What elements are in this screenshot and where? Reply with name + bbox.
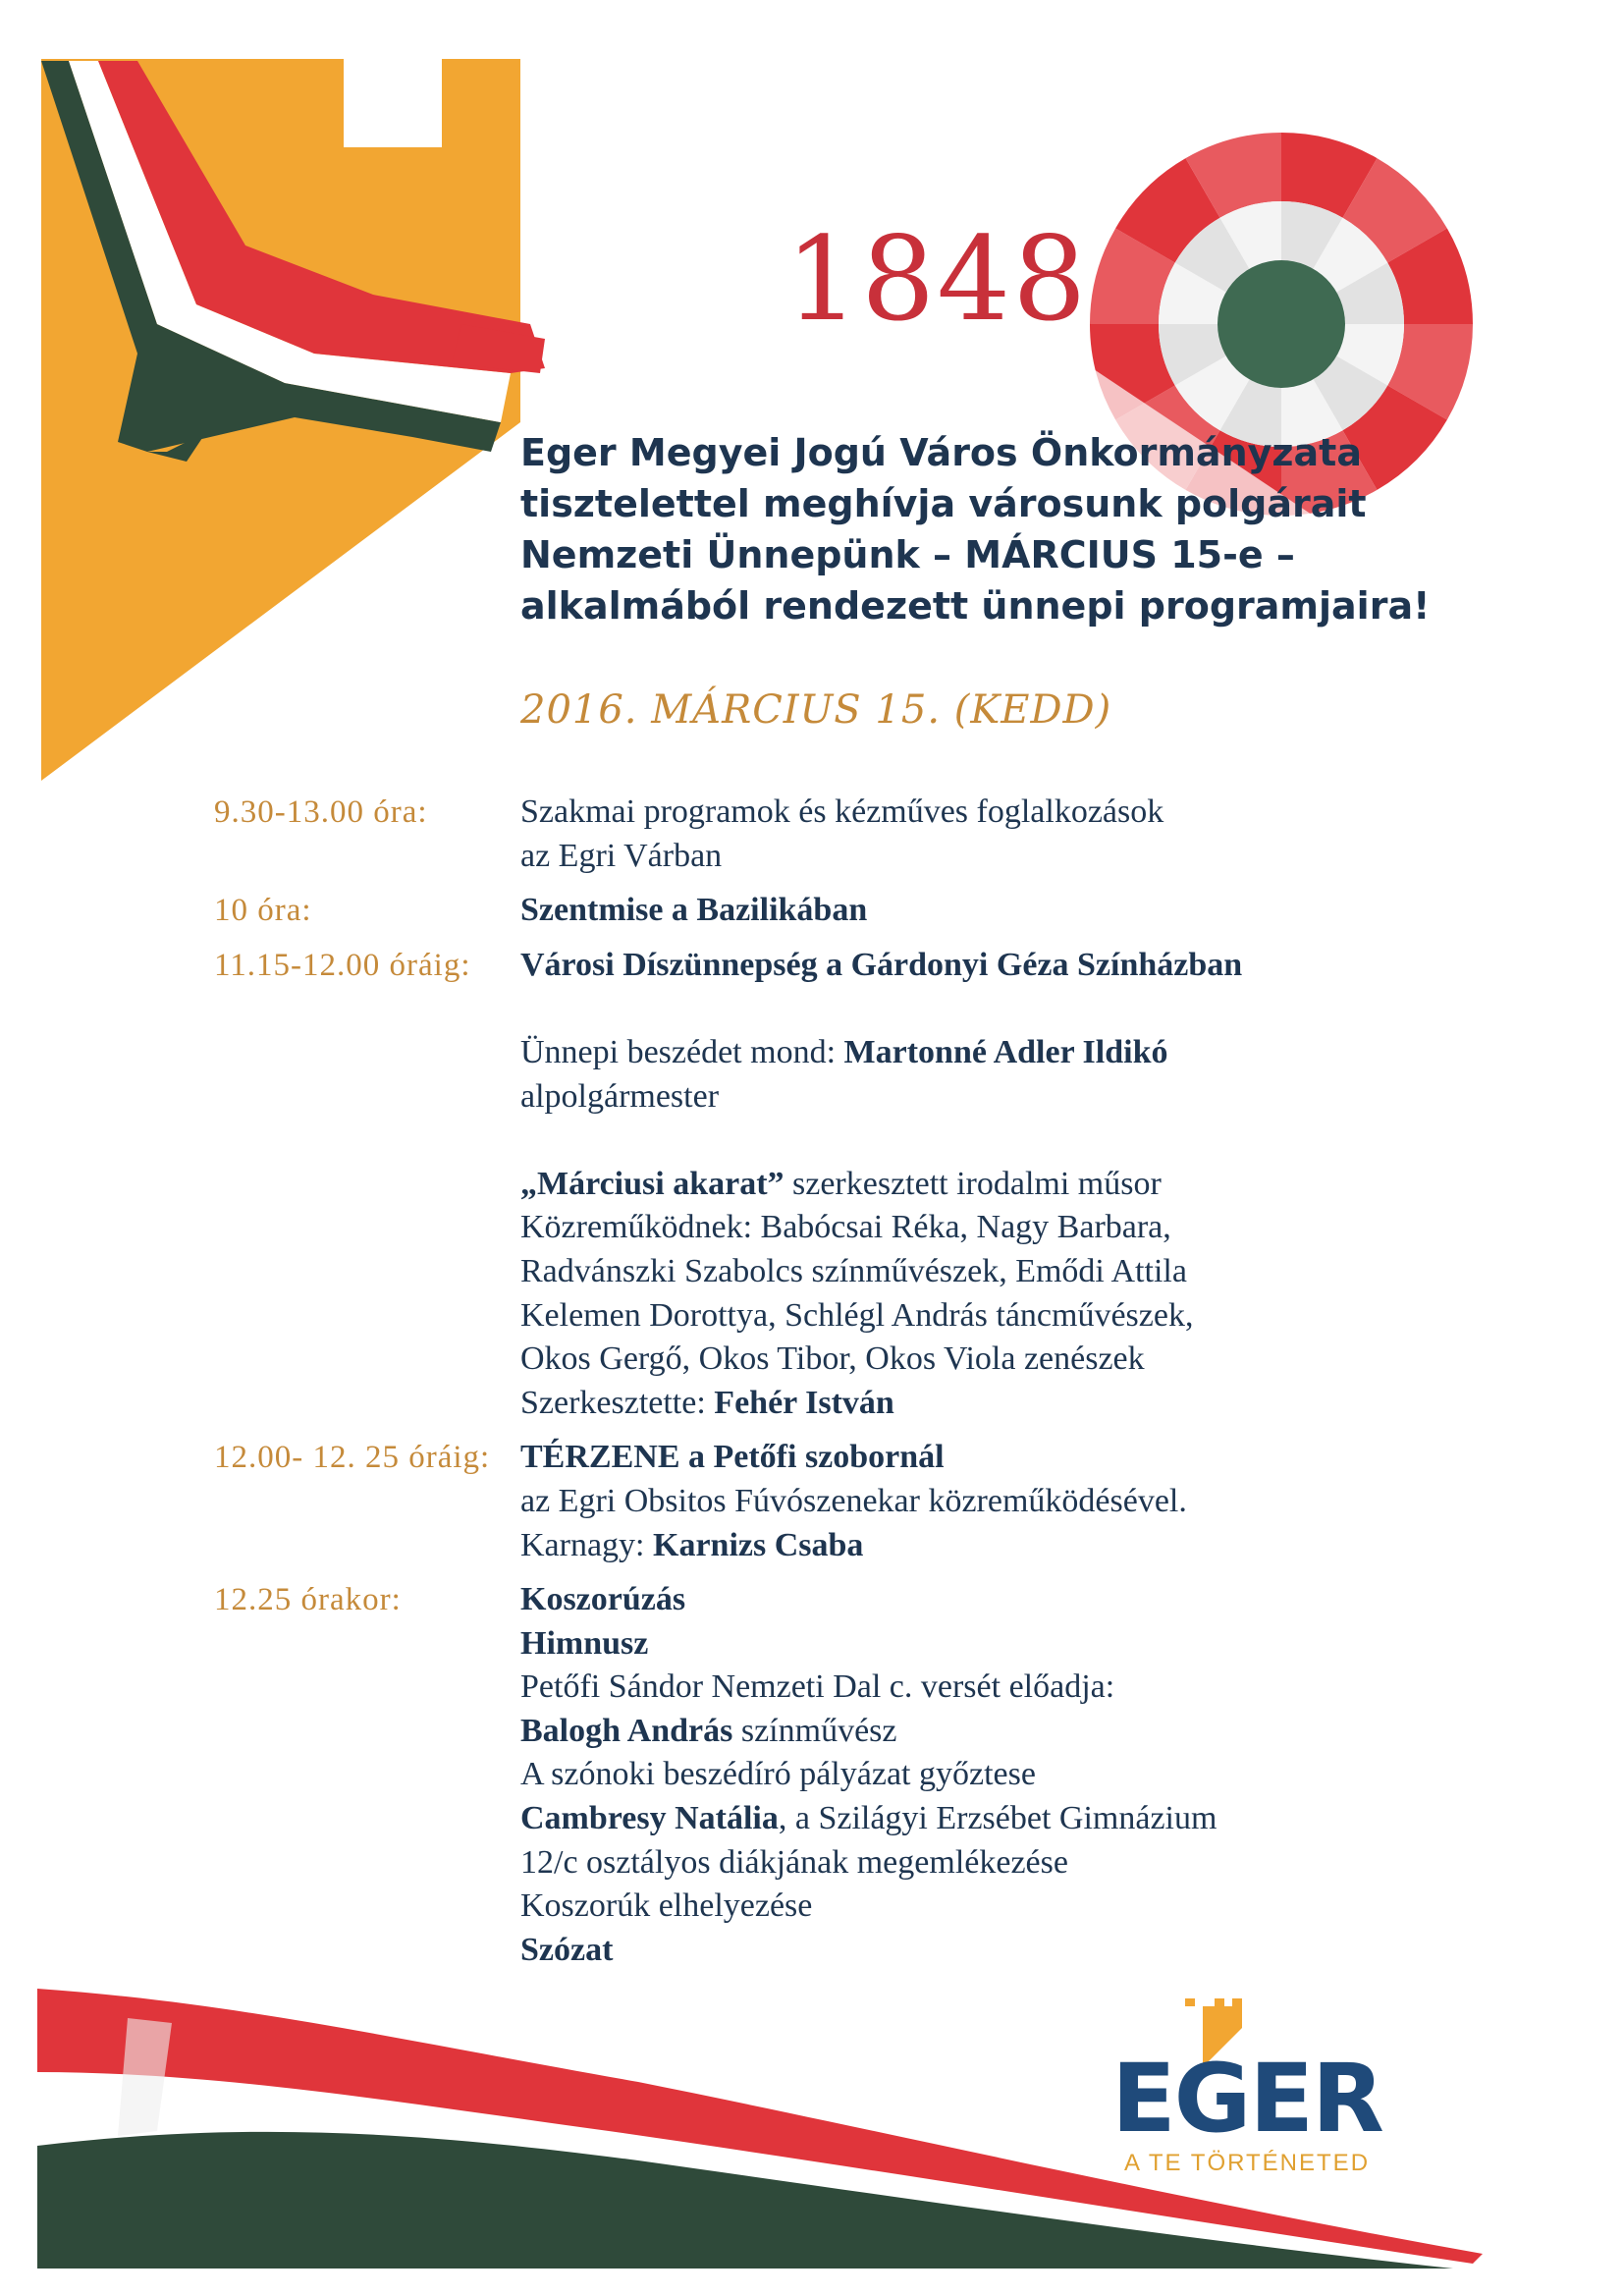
detail-text: Koszorúk elhelyezése: [520, 1887, 813, 1925]
detail-text-bold: Szózat: [520, 1931, 614, 1968]
detail-line: [520, 889, 867, 933]
detail-text: Szakmai programok és kézműves foglalkozások: [520, 793, 1164, 830]
detail-text: az Egri Várban: [520, 837, 723, 874]
detail-text: 12/c osztályos diákjának megemlékezése: [520, 1843, 1068, 1881]
schedule-row: [214, 1578, 1242, 1972]
eger-logo: [1105, 1998, 1389, 2177]
detail-line: [520, 1524, 1187, 1568]
logo-wordmark: EGER: [1111, 2044, 1382, 2154]
detail-line: [520, 1250, 1242, 1294]
detail-line: [520, 1885, 1217, 1929]
heading-line: Eger Megyei Jogú Város Önkormányzata: [520, 431, 1362, 474]
detail-line: [520, 1206, 1242, 1250]
detail-text-bold: Szentmise a Bazilikában: [520, 892, 868, 929]
detail-text: alpolgármester: [520, 1077, 720, 1115]
detail-line: [520, 1578, 1217, 1622]
detail-line: [520, 791, 1163, 835]
detail-line: [520, 1753, 1217, 1797]
detail-line: [520, 1294, 1242, 1339]
schedule-details: [520, 791, 1163, 878]
detail-text-bold: Fehér István: [714, 1384, 894, 1421]
detail-text-bold: „Márciusi akarat”: [520, 1165, 784, 1202]
heading-line: alkalmából rendezett ünnepi programjaira!: [520, 584, 1431, 628]
heading-line: Nemzeti Ünnepünk – MÁRCIUS 15-e –: [520, 533, 1295, 576]
program-schedule: [214, 791, 1242, 1972]
detail-line: [520, 1666, 1217, 1710]
detail-line: [520, 835, 1163, 879]
detail-line: [520, 1436, 1187, 1480]
schedule-time: 12.25 órakor:: [214, 1582, 402, 1618]
detail-text: Radvánszki Szabolcs színművészek, Emődi Attila: [520, 1252, 1187, 1289]
schedule-details: [520, 889, 867, 933]
heading-line: tisztelettel meghívja városunk polgárait: [520, 482, 1367, 525]
schedule-details: [520, 1436, 1187, 1567]
schedule-time: 11.15-12.00 óráig:: [214, 947, 471, 983]
detail-text: szerkesztett irodalmi műsor: [784, 1165, 1162, 1202]
schedule-time: 9.30-13.00 óra:: [214, 794, 428, 830]
detail-line: [520, 1382, 1242, 1426]
event-date: 2016. MÁRCIUS 15. (KEDD): [520, 687, 1112, 733]
schedule-details: [520, 1578, 1217, 1972]
detail-line: [520, 1841, 1217, 1886]
cockade-center: [1217, 260, 1345, 388]
detail-text: Szerkesztette:: [520, 1384, 715, 1421]
detail-line: [520, 1338, 1242, 1382]
schedule-time: 10 óra:: [214, 893, 312, 929]
detail-text-bold: Városi Díszünnepség a Gárdonyi Géza Színházban: [520, 946, 1243, 983]
detail-line: [520, 1622, 1217, 1667]
detail-line: [520, 1710, 1217, 1754]
detail-text-bold: Karnizs Csaba: [653, 1526, 864, 1563]
detail-text-bold: TÉRZENE a Petőfi szobornál: [520, 1439, 945, 1476]
detail-text: Közreműködnek: Babócsai Réka, Nagy Barbara,: [520, 1209, 1171, 1246]
detail-line: [520, 1797, 1217, 1841]
year-title: 1848: [785, 211, 1089, 347]
detail-text: , a Szilágyi Erzsébet Gimnázium: [778, 1800, 1217, 1837]
detail-text: Okos Gergő, Okos Tibor, Okos Viola zenészek: [520, 1340, 1145, 1378]
detail-line: [520, 987, 1242, 1031]
schedule-details: [520, 944, 1242, 1426]
detail-text-bold: Cambresy Natália: [520, 1800, 779, 1837]
detail-line: [520, 1163, 1242, 1207]
detail-line: [520, 1075, 1242, 1120]
schedule-row: [214, 944, 1242, 1426]
logo-tagline: A TE TÖRTÉNETED: [1123, 2150, 1371, 2176]
detail-line: [520, 1031, 1242, 1075]
detail-line: [520, 1929, 1217, 1973]
schedule-row: [214, 791, 1242, 878]
detail-text-bold: Himnusz: [520, 1624, 649, 1662]
detail-text: színművész: [732, 1712, 897, 1749]
invitation-heading: [520, 427, 1430, 631]
schedule-row: [214, 889, 1242, 933]
detail-text-bold: Balogh András: [520, 1712, 733, 1749]
detail-line: [520, 1119, 1242, 1163]
schedule-time: 12.00- 12. 25 óráig:: [214, 1440, 491, 1476]
detail-text: Petőfi Sándor Nemzeti Dal c. versét előadja:: [520, 1668, 1115, 1706]
detail-text: Kelemen Dorottya, Schlégl András táncművészek,: [520, 1296, 1194, 1334]
detail-text: Ünnepi beszédet mond:: [520, 1033, 844, 1070]
detail-text: Karnagy:: [520, 1526, 654, 1563]
schedule-row: [214, 1436, 1242, 1567]
detail-text-bold: Koszorúzás: [520, 1581, 686, 1618]
detail-text: az Egri Obsitos Fúvószenekar közreműködésével.: [520, 1482, 1187, 1519]
detail-text: A szónoki beszédíró pályázat győztese: [520, 1756, 1036, 1793]
detail-line: [520, 1480, 1187, 1524]
detail-text-bold: Martonné Adler Ildikó: [843, 1033, 1168, 1070]
detail-line: [520, 944, 1242, 988]
